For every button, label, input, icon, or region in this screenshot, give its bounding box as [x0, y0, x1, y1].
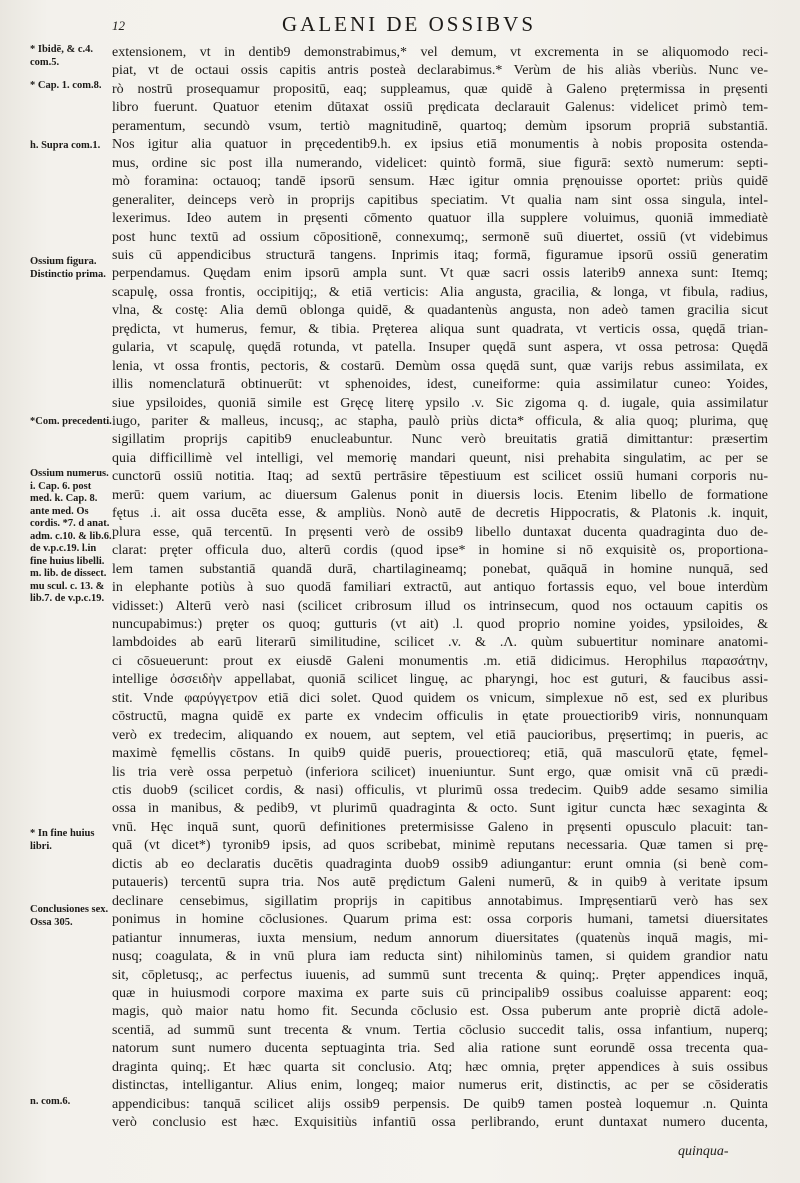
text-line: post hunc textū ad ossium cōpositionē, connexumq;, sermonē suū diuertet, ossiū (vt videbimus [112, 229, 768, 245]
text-line: peramentum, secundò vsum, tertiò magnitudinē, quartoq; demùm ipsorum propriā substantiā. [112, 118, 768, 134]
text-line: quā (vt dicet*) tyronib9 ipsis, ad quos scribebat, minimè reputans necessaria. Quæ tamen si prę- [112, 838, 768, 854]
text-line: plura esse, quā tercentū. In pręsenti verò de ossib9 libello duntaxat ducenta quadraginta duo de- [112, 524, 768, 540]
text-line: maximè fęmellis cōstans. In quib9 quidē pueris, prouectioreq; etiā, quā masculorū ętate, fęmel- [112, 746, 768, 762]
body-text [112, 44, 768, 1144]
text-line: distinctas, intelligantur. Alius enim, longeq; maior numerus erit, distinctis, ac per se cōsideratis [112, 1078, 768, 1094]
text-line: ponimus in homine cōclusiones. Quarum prima est: ossa corporis humani, tametsi diuersitates [112, 912, 768, 928]
text-line: iugo, pariter & malleus, incusq;, ac stapha, paulò priùs dicta* officula, & alia quoq; plurima, quę [112, 414, 768, 429]
text-line: lexerimus. Ideo autem in pręsenti cōmento quatuor illa supplere voluimus, quoniā immediatè [112, 211, 768, 227]
text-line: fętus .i. ait ossa ducēta esse, & ampliùs. Nonò autē de decretis Hippocratis, & Platonis .k. inquit, [112, 506, 768, 522]
text-line: declinare censebimus, sigillatim proprijs in capitibus annotabimus. Impręsentiarū verò has sex [112, 893, 768, 909]
margin-note: * Cap. 1. com.8. [30, 80, 102, 91]
text-line: siue ypsiloides, quoniā simile est Gręcę literę ypsilo .v. Sic zigoma q. d. iugale, quia assimilatur [112, 395, 768, 411]
text-line: rò nostrū prosequamur propositū, eaq; suppleamus, quæ quidē à Galeno prętermissa in pręsenti [112, 81, 768, 97]
text-line: prędicta, vt humerus, femur, & tibia. Pręterea aliqua sunt quadrata, vt verticis ossa, quędā trian- [112, 321, 768, 337]
text-line: perpendamus. Quędam enim ipsorū ampla sunt. Vt quæ sacri ossis laterib9 annexa sunt: Itemq; [112, 266, 768, 282]
text-line: vlna, & costę: Alia demū oblonga quidē, & quadantenùs angusta, non adeò tamen gracilia sicut [112, 303, 768, 319]
text-line: generaliter, deinceps verò in proprijs capitibus speciatim. Vt qualia nam sint ossa singula, intel- [112, 192, 768, 208]
text-line: gularia, vt scapulę, quędā rotunda, vt patella. Insuper quędā sunt aspera, vt ossa petrosa: Quędā [112, 340, 768, 356]
text-line: extensionem, vt in dentib9 demonstrabimus,* vel demum, vt excrementa in se aliquomodo reci- [112, 45, 768, 60]
text-line: mò foramina: octauoq; tandē ipsorū sensum. Hæc igitur omnia pręnouisse oportet: priùs quidē [112, 174, 768, 190]
text-line: nusq; coagulata, & in vnū plura iam reducta sint) nihilominùs tamen, si quidem grandior natu [112, 949, 768, 965]
running-title: GALENI DE OSSIBVS [282, 12, 537, 36]
text-line: intellige ὀσσειδὴν appellabat, quoniā scilicet linguę, ac pharyngi, hoc est guturi, & faucibus assi- [112, 672, 768, 688]
text-line: stit. Vnde φαρύγγετρον etiā dici solet. Quod quidem os vnicum, simplexue nō est, sed ex pluribus [112, 690, 768, 706]
text-line: vidisset:) Alterū verò nasi (scilicet cribrosum illud os intrinsecum, quod nos octauum capitis os [112, 598, 768, 614]
text-line: verò conclusio est hæc. Exquisitiùs infantiū ossa perlibrando, erunt duntaxat numero ducenta, [112, 1115, 768, 1131]
text-line: lis tria verè ossa perpetuò (inferiora scilicet) inueniuntur. Sunt ergo, quæ omisit vnā cū prædi- [112, 764, 768, 780]
text-line: ci cōsueuerunt: prout ex eiusdē Galeni monumentis .m. etiā didicimus. Herophilus παρασάτην, [112, 653, 768, 669]
text-line: Nos igitur alia quatuor in pręcedentib9.h. ex ipsius etiā monumentis à nobis proposita ostenda- [112, 137, 768, 153]
text-line: draginta quinq;. Et hæc quarta sit conclusio. Atq; hæc omnia, pręter appendices à suis ossibus [112, 1059, 768, 1075]
margin-note: *Com. precedenti. [30, 416, 112, 427]
text-line: mus, ordine sic post illa numerando, videlicet: quintò formā, siue figurā: sextò numerum: septi- [112, 155, 768, 171]
text-line: verò ex tredecim, aliquando ex nouem, aut septem, vel etiā paucioribus, pręsertimq; in pueris, ac [112, 727, 768, 743]
text-line: lenia, vt ossa frontis, pectoris, & costarū. Demùm ossa quędā sunt, quæ varijs rebus assimilata, ex [112, 358, 768, 374]
text-line: sigillatim proprijs capitib9 enucleabuntur. Nunc verò breuitatis gratiā dimittantur: præsertim [112, 432, 768, 448]
margin-note: Ossium numerus. i. Cap. 6. post med. k. Cap. 8. ante med. Os cordis. *7. d anat. adm. c.10. & lib.6. de v.p.c.19. l.in fine huius libelli. m. lib. de dissect. mu scul. c. 13. & lib.7. de v.p.c.19. [30, 468, 112, 604]
text-line: patiantur innumeras, iuxta mensium, nedum annorum diuersitates (quatenùs inquā magis, mi- [112, 930, 768, 946]
text-line: quia difficillimè vel intelligi, vel memorię mandari queunt, nisi prehabita singulatim, ac per se [112, 450, 768, 466]
text-line: nuncupabimus:) pręter os quoq; gutturis (vt ait) .l. quod proprio nomine yoides, ypsiloides, & [112, 616, 768, 632]
text-line: quæ in huiusmodi corpore maxima ex parte suis cū principalib9 ossibus coaluisse apparent: eoq; [112, 985, 768, 1001]
margin-note: n. com.6. [30, 1096, 71, 1107]
page-header [112, 12, 772, 40]
margin-note: h. Supra com.1. [30, 140, 101, 151]
margin-note: * Ibidē, & c.4. com.5. [30, 44, 93, 68]
text-line: cōstructū, magna quidē ex parte ex vndecim officulis in ętate prouectiorib9 viris, nonnunquam [112, 709, 768, 725]
text-line: putaueris) tercentū supra tria. Nos autē prędictum Galeni numerū, & in quib9 à veritate ipsum [112, 875, 768, 891]
text-line: sit, cōpletusq;, ac perfectus iuuenis, ad summū sunt trecenta & quinq;. Pręter appendices inquā, [112, 967, 768, 983]
text-line: piat, vt de octaui ossis capitis antris posteà declarabimus.* Verùm de his aliàs vberiùs. Nunc ve- [112, 63, 768, 79]
text-line: suis cū appendicibus structurā tangens. Inprimis itaq; formā, figuramue ipsorū ossiū generatim [112, 247, 768, 263]
text-line: natorum sunt numero ducenta septuaginta tria. Sed alia ratione sunt eorundē ossa trecenta qua- [112, 1041, 768, 1057]
text-line: lambdoides ab earū literarū similitudine, scilicet .v. & .Λ. quùm subuertitur nominare anatomi- [112, 635, 768, 651]
margin-note: Ossium figura. Distinctio prima. [30, 256, 106, 280]
text-line: scapulę, ossa frontis, occipitijq;, & etiā verticis: Alia angusta, gracilia, & longa, vt fibula, radius, [112, 284, 768, 300]
margin-note: Conclusiones sex. Ossa 305. [30, 904, 109, 928]
text-line: ossa in manibus, & pedib9, vt plurimū quadraginta & octo. Sunt igitur cuncta hæc sexaginta & [112, 801, 768, 817]
margin-note: * In fine huius libri. [30, 828, 95, 852]
text-line: scentiā, ad summū sunt trecenta & vnum. Tertia cōclusio succedit talis, ossa infantium, nuperq; [112, 1022, 768, 1038]
text-line: merū: quem varium, ac diuersum Galenus ponit in diuersis locis. Etenim libello de formatione [112, 487, 768, 503]
text-line: appendicibus: tanquā scilicet alijs ossib9 perpensis. De quib9 tamen posteà loquemur .n. Quinta [112, 1096, 768, 1112]
catchword: quinqua- [678, 1144, 729, 1159]
text-line: vnū. Hęc inquā sunt, quorū definitiones pretermisisse Galeno in pręsenti opusculo placuit: tan- [112, 819, 768, 835]
text-line: lem tamen substantiā quandā durā, chartilagineamq; ponebat, quāquā in homine nunquā, sed [112, 561, 768, 577]
text-line: illis nomenclaturā obtinuerūt: vt sphenoides, idest, cuneiforme: quia assimilatur cuneo: Yoides, [112, 377, 768, 393]
text-line: dictis ab eo declaratis ducētis quadraginta duob9 ossib9 adiungantur: erunt omnia (si benè com- [112, 856, 768, 872]
text-line: libro fuerunt. Quatuor etenim dūtaxat ossiū prędicata declarauit Galenus: videlicet primò tem- [112, 100, 768, 116]
text-line: magis, quò maior natu homo fit. Secunda cōclusio est. Ossa puberum ante propriè dictā adole- [112, 1004, 768, 1020]
text-line: cunctorū ossiū notitia. Itaq; ad sextū pertrāsire tēpestiuum est scilicet ossiū humani corporis nu- [112, 469, 768, 485]
margin-notes [30, 44, 112, 1144]
text-line: ctis duob9 (scilicet cordis, & nasi) officulis, vt plurimū ossa tredecim. Quib9 adde sesamo similia [112, 783, 768, 798]
text-line: in elephante potiùs à suo quodā familiari extractū, aut antiquo fortassis equo, vel boue interdùm [112, 580, 768, 596]
folio-number: 12 [112, 18, 125, 33]
text-line: clarat: pręter officula duo, alterū cordis (quod ipse* in homine si nō exquisitè os, proportiona- [112, 543, 768, 559]
